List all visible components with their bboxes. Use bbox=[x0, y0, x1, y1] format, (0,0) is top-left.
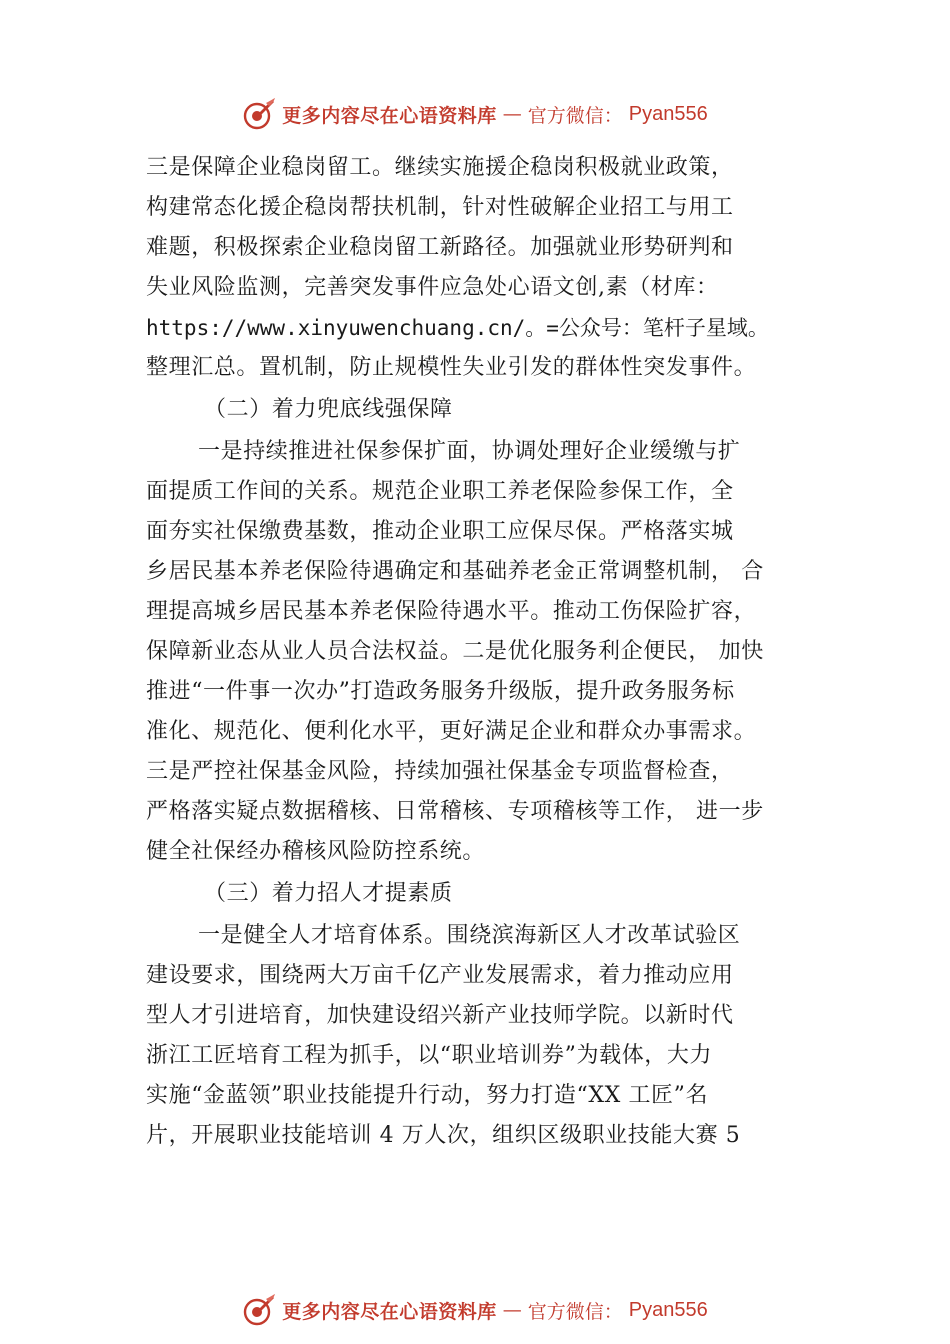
body-line: 整理汇总。置机制，防止规模性失业引发的群体性突发事件。 bbox=[146, 355, 757, 380]
body-line: 难题，积极探索企业稳岗留工新路径。加强就业形势研判和 bbox=[146, 235, 734, 260]
footer-wechat-id: Pyan556 bbox=[628, 1298, 708, 1321]
header-dash: — bbox=[502, 103, 522, 125]
body-line: 面提质工作间的关系。规范企业职工养老保险参保工作，全 bbox=[146, 479, 734, 504]
body-line: 准化、规范化、便利化水平，更好满足企业和群众办事需求。 bbox=[146, 719, 757, 744]
body-line: 片，开展职业技能培训 4 万人次，组织区级职业技能大赛 5 bbox=[146, 1123, 741, 1148]
body-line: 保障新业态从业人员合法权益。二是优化服务利企便民， 加快 bbox=[146, 639, 764, 664]
body-line: 理提高城乡居民基本养老保险待遇水平。推动工伤保险扩容， bbox=[146, 599, 757, 624]
body-line: 型人才引进培育，加快建设绍兴新产业技师学院。以新时代 bbox=[146, 1003, 734, 1028]
quill-logo-icon bbox=[242, 1293, 276, 1327]
footer-brand-text: 更多内容尽在心语资料库 bbox=[282, 1300, 497, 1323]
document-body bbox=[146, 148, 826, 1156]
body-line: 失业风险监测，完善突发事件应急处心语文创,素（材库： bbox=[146, 275, 719, 300]
body-line: 健全社保经办稽核风险防控系统。 bbox=[146, 839, 486, 864]
body-line: 一是持续推进社保参保扩面，协调处理好企业缓缴与扩 bbox=[198, 439, 741, 464]
footer-dash: — bbox=[502, 1299, 522, 1321]
body-line: 推进“一件事一次办”打造政务服务升级版，提升政务服务标 bbox=[146, 679, 735, 704]
body-line: 严格落实疑点数据稽核、日常稽核、专项稽核等工作， 进一步 bbox=[146, 799, 764, 824]
body-line: 建设要求，围绕两大万亩千亿产业发展需求，着力推动应用 bbox=[146, 963, 734, 988]
body-line: 三是严控社保基金风险，持续加强社保基金专项监督检查， bbox=[146, 759, 734, 784]
header-wechat-id: Pyan556 bbox=[628, 102, 708, 125]
quill-logo-icon bbox=[242, 97, 276, 131]
body-line: 面夯实社保缴费基数，推动企业职工应保尽保。严格落实城 bbox=[146, 519, 734, 544]
section-heading-2: （二）着力兜底线强保障 bbox=[204, 397, 453, 422]
body-line: 实施“金蓝领”职业技能提升行动，努力打造“XX 工匠”名 bbox=[146, 1083, 709, 1108]
body-line: 乡居民基本养老保险待遇确定和基础养老金正常调整机制， 合 bbox=[146, 559, 764, 584]
footer-wechat-label: 官方微信： bbox=[527, 1300, 623, 1323]
header-brand-text: 更多内容尽在心语资料库 bbox=[282, 104, 497, 127]
body-line: 一是健全人才培育体系。围绕滨海新区人才改革试验区 bbox=[198, 923, 741, 948]
header-wechat-label: 官方微信： bbox=[527, 104, 623, 127]
body-line: 构建常态化援企稳岗帮扶机制，针对性破解企业招工与用工 bbox=[146, 195, 734, 220]
section-heading-3: （三）着力招人才提素质 bbox=[204, 881, 453, 906]
footer-banner bbox=[0, 1290, 950, 1330]
header-banner bbox=[0, 94, 950, 134]
body-line: 三是保障企业稳岗留工。继续实施援企稳岗积极就业政策， bbox=[146, 155, 734, 180]
body-line: 浙江工匠培育工程为抓手，以“职业培训券”为载体，大力 bbox=[146, 1043, 713, 1068]
body-line-url: https://www.xinyuwenchuang.cn/。=公众号：笔杆子星域。 bbox=[146, 316, 769, 340]
